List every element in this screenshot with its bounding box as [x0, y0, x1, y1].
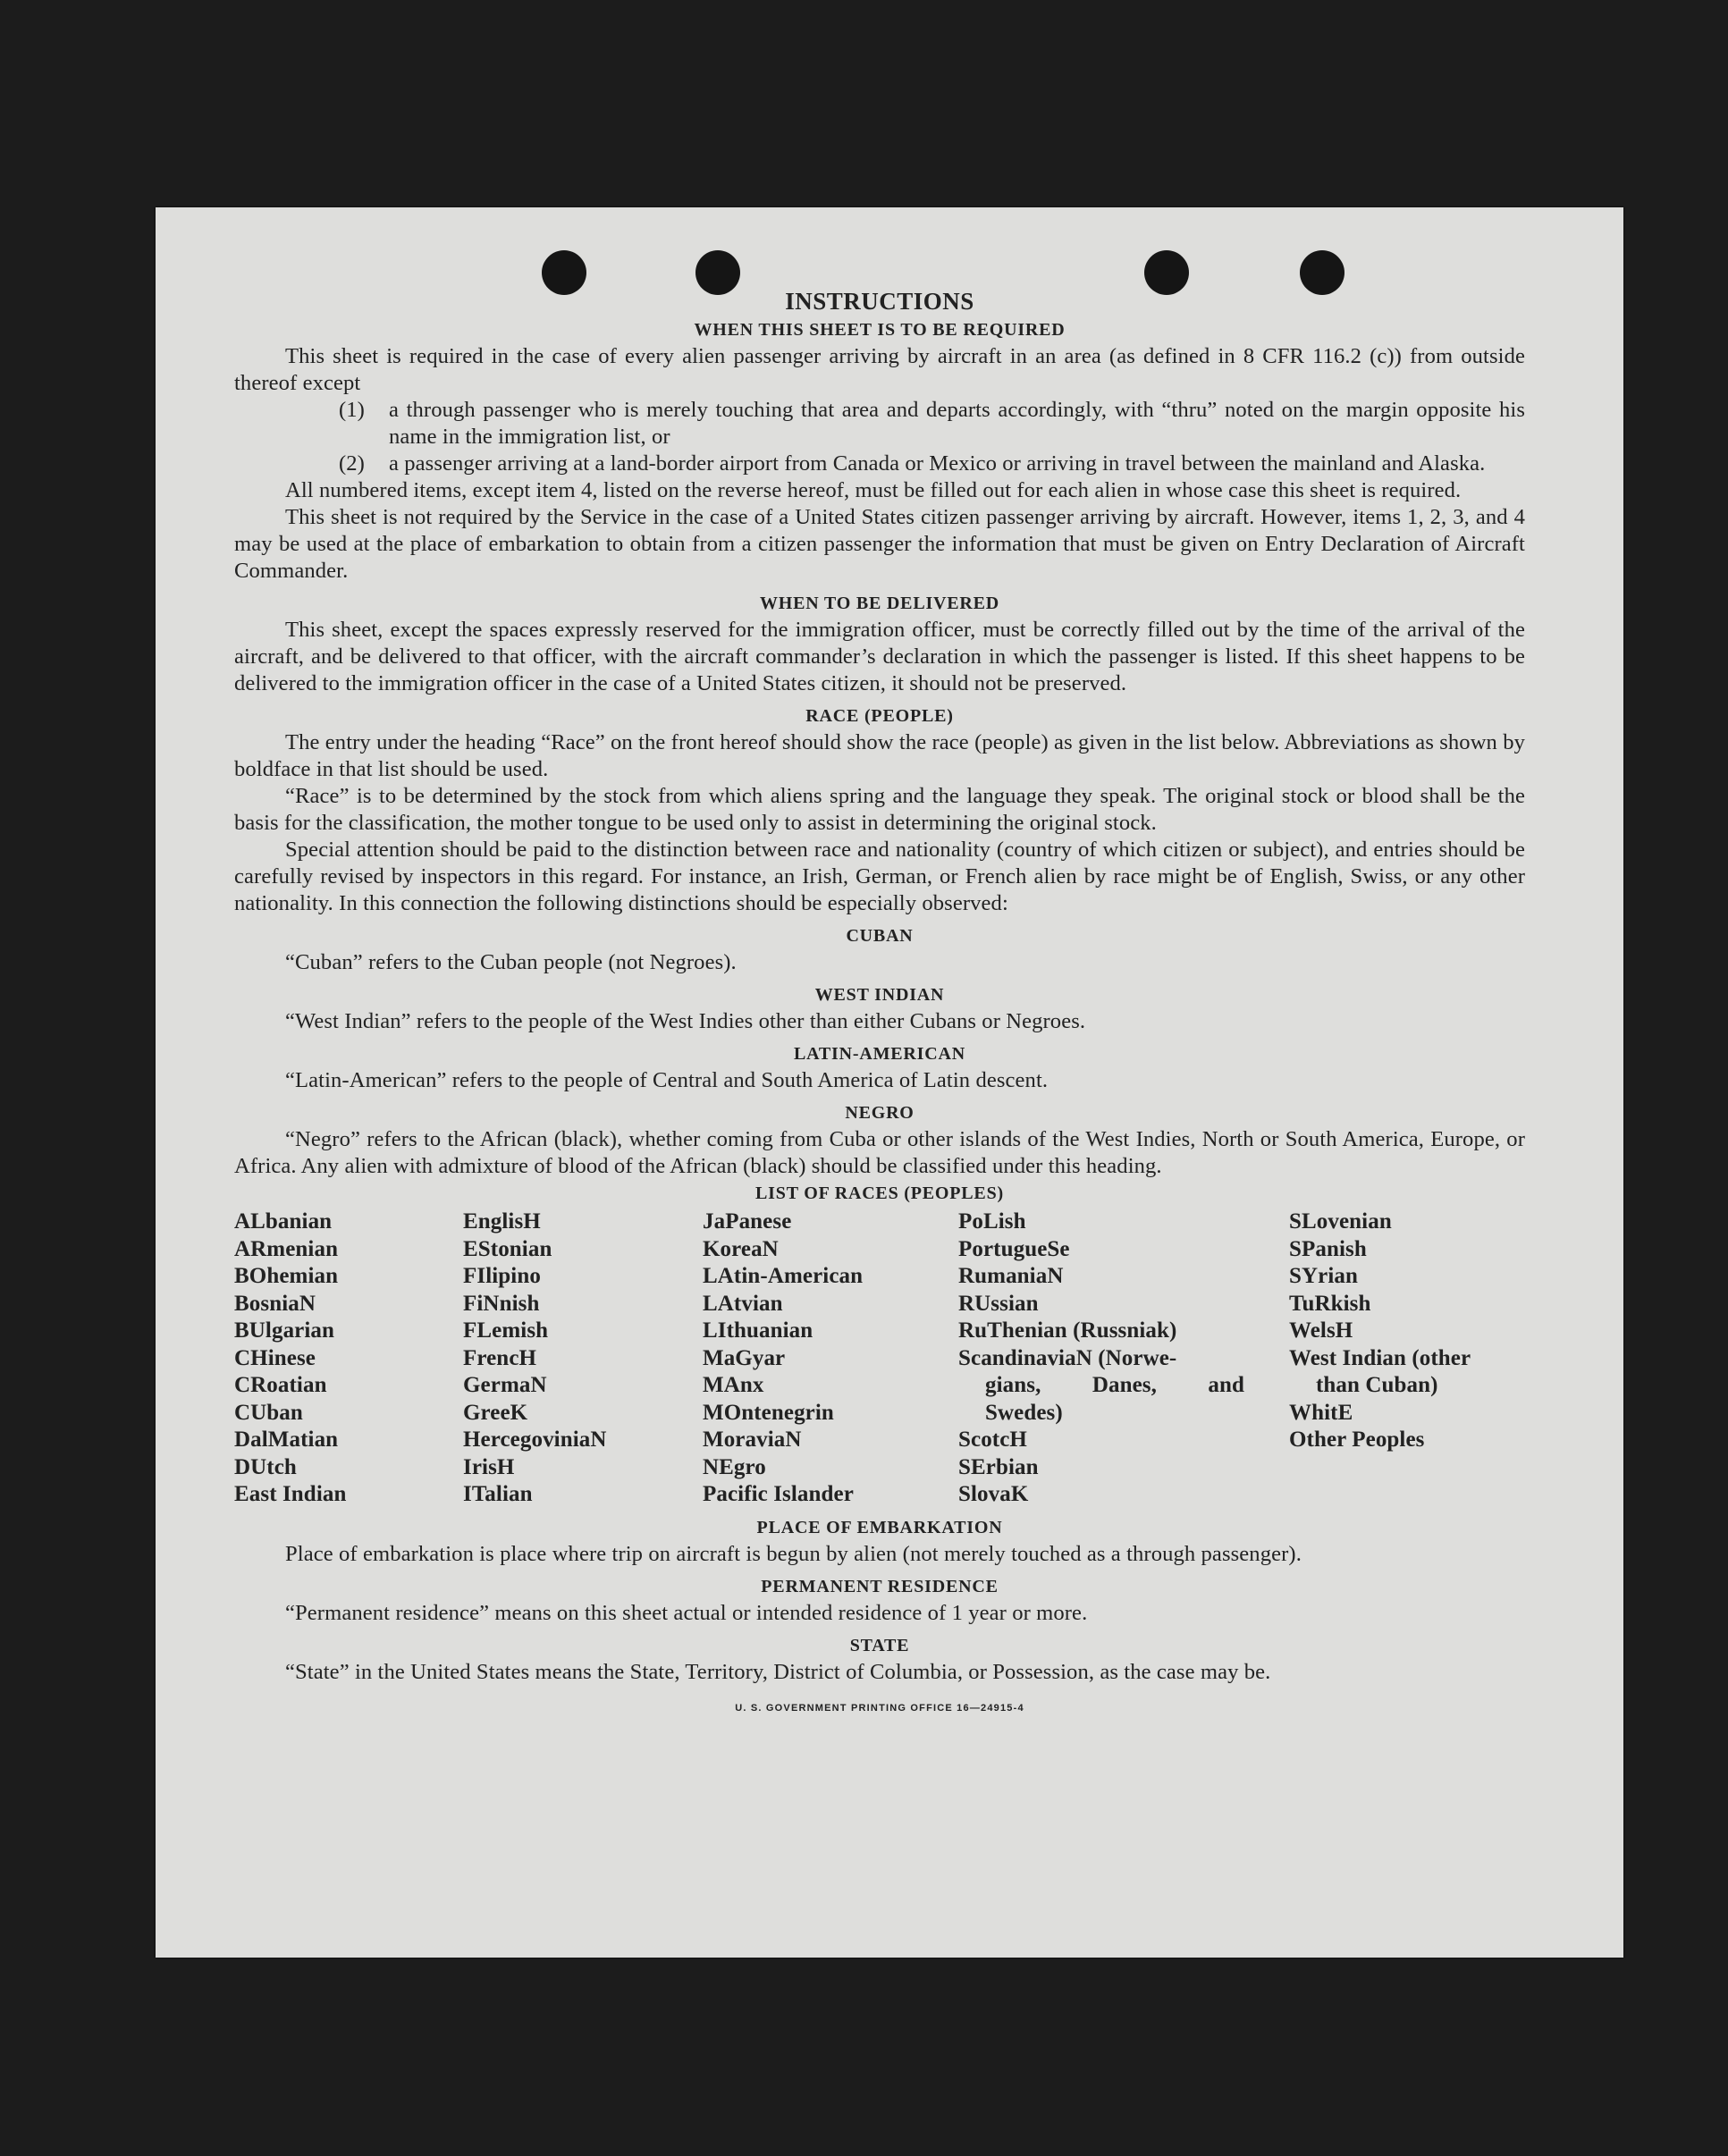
- heading-residence: PERMANENT RESIDENCE: [761, 1576, 999, 1596]
- paragraph: “Permanent residence” means on this sheet actual or intended residence of 1 year or more.: [285, 1600, 1088, 1625]
- paragraph: “West Indian” refers to the people of the West Indies other than either Cubans or Negroes.: [285, 1009, 1086, 1033]
- paragraph: This sheet is required in the case of every alien passenger arriving by aircraft in an area (as defined in 8 CFR 116.2 (c)) from outside thereof except: [234, 344, 1525, 395]
- race-item: WelsH: [1289, 1318, 1353, 1343]
- printing-office-footer: U. S. GOVERNMENT PRINTING OFFICE 16—24915-4: [735, 1702, 1024, 1714]
- race-item: ARmenian: [234, 1236, 339, 1261]
- race-item: FrencH: [463, 1345, 537, 1370]
- race-item: RUssian: [958, 1291, 1039, 1316]
- race-word: Danes,: [1092, 1373, 1157, 1397]
- race-item: BUlgarian: [234, 1318, 335, 1343]
- race-list: [234, 1209, 1525, 1509]
- race-item: PortugueSe: [958, 1236, 1070, 1261]
- heading-negro: NEGRO: [845, 1103, 915, 1123]
- paragraph: “Race” is to be determined by the stock from which aliens spring and the language they speak. The original stock or blood shall be the basis for the classification, the mother tongue to be used only to assist in determining the original stock.: [234, 784, 1525, 835]
- race-item: ScandinaviaN (Norwe-: [958, 1345, 1177, 1370]
- race-item: RuThenian (Russniak): [958, 1318, 1177, 1343]
- race-item: DalMatian: [234, 1428, 339, 1452]
- race-item: LIthuanian: [703, 1318, 813, 1343]
- race-item: EStonian: [463, 1236, 552, 1261]
- race-item-continuation: Swedes): [985, 1400, 1063, 1425]
- heading-race: RACE (PEOPLE): [805, 706, 954, 726]
- paragraph: “Latin-American” refers to the people of Central and South America of Latin descent.: [285, 1068, 1049, 1092]
- race-item: MaGyar: [703, 1345, 786, 1370]
- race-item: MOntenegrin: [703, 1400, 834, 1425]
- race-item: FIlipino: [463, 1264, 541, 1288]
- instructions-content: [234, 286, 1525, 1722]
- race-item: Pacific Islander: [703, 1482, 854, 1506]
- race-item: FLemish: [463, 1318, 549, 1343]
- heading-when-required: WHEN THIS SHEET IS TO BE REQUIRED: [694, 320, 1066, 340]
- race-item: LAtvian: [703, 1291, 783, 1316]
- race-item: RumaniaN: [958, 1264, 1064, 1288]
- heading-list-of-races: LIST OF RACES (PEOPLES): [755, 1183, 1004, 1203]
- race-item: FiNnish: [463, 1291, 540, 1316]
- race-column: [1289, 1209, 1525, 1509]
- race-item: West Indian (other: [1289, 1345, 1471, 1370]
- paragraph: The entry under the heading “Race” on the front hereof should show the race (people) as given in the list below. Abbreviations as shown by boldface in that list should be used.: [234, 730, 1526, 781]
- race-item: SPanish: [1289, 1236, 1367, 1261]
- race-item-line: [985, 1372, 1244, 1400]
- race-item: DUtch: [234, 1454, 297, 1479]
- race-item: Other Peoples: [1289, 1428, 1425, 1452]
- race-item: ScotcH: [958, 1428, 1027, 1452]
- paragraph: Place of embarkation is place where trip on aircraft is begun by alien (not merely touched as a through passenger).: [285, 1541, 1302, 1566]
- race-word: gians,: [985, 1373, 1041, 1397]
- race-item: BOhemian: [234, 1264, 339, 1288]
- item-number: (2): [339, 451, 365, 476]
- race-item: MoraviaN: [703, 1428, 802, 1452]
- race-item-continuation: than Cuban): [1316, 1373, 1438, 1397]
- race-item: East Indian: [234, 1482, 347, 1506]
- race-item: SYrian: [1289, 1264, 1359, 1288]
- paragraph: “State” in the United States means the State, Territory, District of Columbia, or Possession, as the case may be.: [285, 1659, 1271, 1684]
- race-item: JaPanese: [703, 1209, 792, 1234]
- race-item: LAtin-American: [703, 1264, 864, 1288]
- race-column: [463, 1209, 703, 1509]
- race-item: SErbian: [958, 1454, 1039, 1479]
- heading-west-indian: WEST INDIAN: [814, 985, 945, 1005]
- race-column: [958, 1209, 1289, 1509]
- paragraph: All numbered items, except item 4, listed on the reverse hereof, must be filled out for each alien in whose case this sheet is required.: [285, 478, 1462, 502]
- race-item-continuation: [958, 1372, 1289, 1400]
- item-text: a passenger arriving at a land-border airport from Canada or Mexico or arriving in travel between the mainland and Alaska.: [389, 451, 1486, 476]
- page-title: INSTRUCTIONS: [785, 288, 974, 315]
- race-item: GermaN: [463, 1373, 547, 1397]
- race-item: NEgro: [703, 1454, 766, 1479]
- race-item: BosniaN: [234, 1291, 316, 1316]
- race-item: CRoatian: [234, 1373, 327, 1397]
- race-item: HercegoviniaN: [463, 1428, 607, 1452]
- race-item: EnglisH: [463, 1209, 541, 1234]
- heading-when-delivered: WHEN TO BE DELIVERED: [759, 594, 1000, 613]
- race-item: PoLish: [958, 1209, 1026, 1234]
- document-sheet: [156, 207, 1623, 1958]
- paragraph: This sheet, except the spaces expressly reserved for the immigration officer, must be correctly filled out by the time of the arrival of the aircraft, and be delivered to that officer, with the aircraft commander’s declaration in which the passenger is listed. If this sheet happens to be delivered to the immigration officer in the case of a United States citizen, it should not be preserved.: [234, 618, 1525, 695]
- heading-latin-american: LATIN-AMERICAN: [794, 1044, 965, 1064]
- heading-cuban: CUBAN: [846, 926, 914, 946]
- race-item: ITalian: [463, 1482, 533, 1506]
- race-item: SLovenian: [1289, 1209, 1392, 1234]
- list-item: [339, 397, 1525, 451]
- race-item: SlovaK: [958, 1482, 1029, 1506]
- race-item: ALbanian: [234, 1209, 333, 1234]
- heading-state: STATE: [849, 1635, 910, 1655]
- paragraph: “Cuban” refers to the Cuban people (not Negroes).: [285, 950, 737, 974]
- race-item: CHinese: [234, 1345, 316, 1370]
- list-item: [339, 451, 1525, 477]
- race-column: [234, 1209, 463, 1509]
- paragraph: This sheet is not required by the Service in the case of a United States citizen passenger arriving by aircraft. However, items 1, 2, 3, and 4 may be used at the place of embarkation to obtain from a citizen passenger the information that must be given on Entry Declaration of Aircraft Commander.: [234, 505, 1525, 583]
- race-item: TuRkish: [1289, 1291, 1371, 1316]
- race-item: KoreaN: [703, 1236, 779, 1261]
- race-item: GreeK: [463, 1400, 528, 1425]
- item-number: (1): [339, 398, 365, 422]
- paragraph: Special attention should be paid to the distinction between race and nationality (country of which citizen or subject), and entries should be carefully revised by inspectors in this regard. For instance, an Irish, German, or French alien by race might be of English, Swiss, or any other nationality. In this connection the following distinctions should be especially observed:: [234, 838, 1525, 915]
- race-item: WhitE: [1289, 1400, 1353, 1425]
- race-column: [703, 1209, 958, 1509]
- item-text: a through passenger who is merely touching that area and departs accordingly, with “thru” noted on the margin opposite his name in the immigration list, or: [389, 398, 1525, 449]
- race-item: MAnx: [703, 1373, 764, 1397]
- race-item: IrisH: [463, 1454, 515, 1479]
- heading-embarkation: PLACE OF EMBARKATION: [756, 1517, 1003, 1537]
- race-word: and: [1208, 1373, 1244, 1397]
- paragraph: “Negro” refers to the African (black), whether coming from Cuba or other islands of the West Indies, North or South America, Europe, or Africa. Any alien with admixture of blood of the African (black) should be classified under this heading.: [234, 1127, 1525, 1178]
- race-item: CUban: [234, 1400, 303, 1425]
